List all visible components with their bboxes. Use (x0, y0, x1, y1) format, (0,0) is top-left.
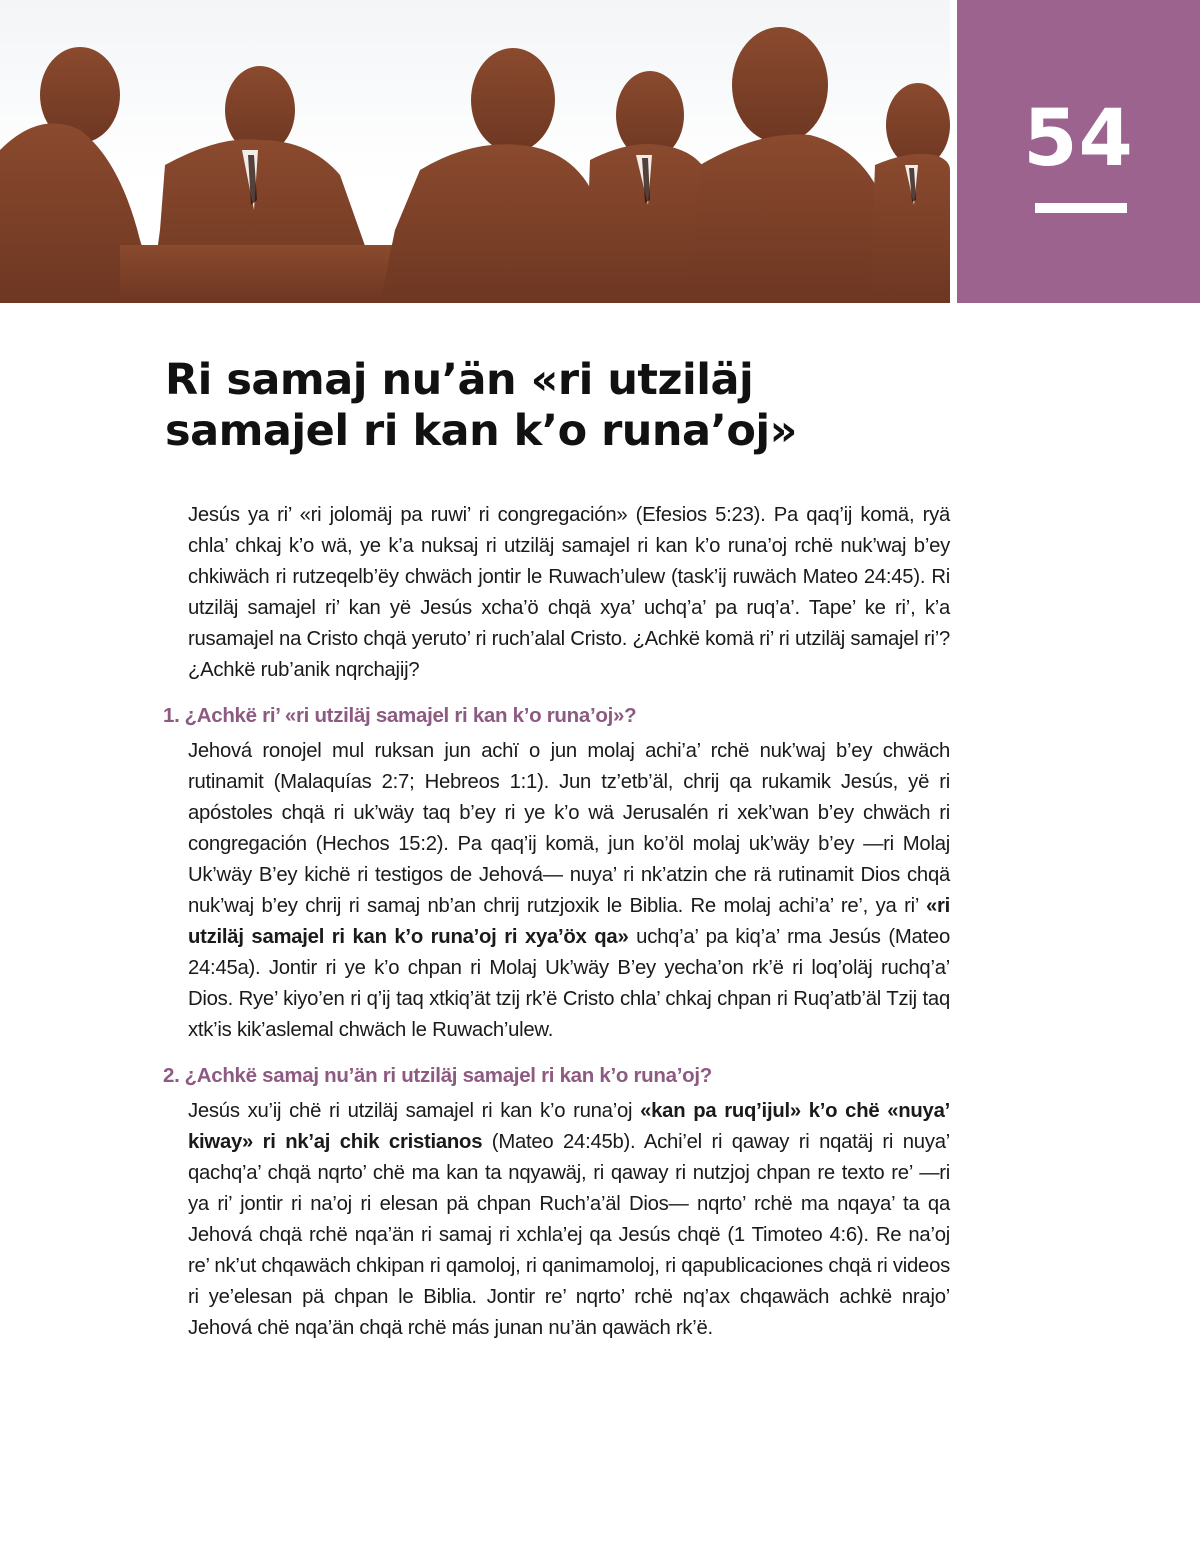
section-question-heading (163, 1062, 950, 1090)
paragraph-text: uchq’a’ pa kiq’a’ rma Jesús (Mateo 24:45a). Jontir ri ye k’o chpan ri Molaj Uk’wäy B’ey yecha’on rk’ë ri loq’oläj ruchq’a’ Dios. Rye’ kiyo’en ri q’ij taq xtkiq’ät tzij rk’ë Cristo chla’ chkaj chpan ri Ruq’atb’äl Tzij taq xtk’is kik’aslemal chwäch le Ruwach’ulew. (188, 926, 950, 1041)
section-paragraph (188, 736, 950, 1046)
section-number: 2. (163, 1064, 180, 1087)
paragraph-text: Jesús xu’ij chë ri utziläj samajel ri kan k’o runa’oj (188, 1100, 641, 1122)
person-3-head (471, 48, 555, 152)
section-question-text: ¿Achkë ri’ «ri utziläj samajel ri kan k’o runa’oj»? (184, 704, 637, 727)
chapter-underline-rule (1035, 203, 1127, 213)
section-1 (163, 702, 950, 1046)
paragraph-emphasis: «kan pa ruq’ijul» k’o chë «nuya’ kiway» ri nk’aj chik cristianos (188, 1100, 950, 1153)
section-number: 1. (163, 704, 180, 727)
paragraph-emphasis: «ri utziläj samajel ri kan k’o runa’oj ri xya’öx qa» (188, 895, 950, 948)
chapter-number: 54 (1023, 94, 1134, 184)
paragraph-text: (Mateo 24:45b). Achi’el ri qaway ri nqatäj ri nuya’ qachq’a’ chqä nqrto’ chë ma kan ta nqyawäj, ri qaway ri nutzjoj chpan re texto re’ —ri ya ri’ jontir ri na’oj ri elesan pä chpan Ruch’a’äl Dios— nqrto’ rchë ma nqaya’ ta qa Jehová chqä rchë nqa’än ri samaj ri xchla’ej qa Jesús chqë (1 Timoteo 4:6). Re na’oj re’ nk’ut chqawäch chkipan ri qamoloj, ri qanimamoloj, ri qapublicaciones chqä ri videos ri ye’elesan pä chpan le Biblia. Jontir re’ nqrto’ rchë nq’ax chqawäch achkë nrajo’ Jehová chë nqa’än chqä rchë más junan nu’än qawäch rk’ë. (188, 1131, 950, 1339)
section-question-heading (163, 702, 950, 730)
person-3-body (380, 144, 610, 303)
section-paragraph (188, 1096, 950, 1344)
paragraph-text: Jehová ronojel mul ruksan jun achï o jun molaj achi’a’ rchë nuk’waj b’ey chwäch rutinamit (Malaquías 2:7; Hebreos 1:1). Jun tz’etb’äl, chrij qa rukamik Jesús, yë ri apóstoles chqä ri uk’wäy taq b’ey ri ye k’o wä Jerusalén ri xek’wan b’ey chwäch ri congregación (Hechos 15:2). Pa qaq’ij komä, jun ko’öl molaj uk’wäy b’ey —ri Molaj Uk’wäy B’ey kichë ri testigos de Jehová— nuya’ ri nk’atzin che rä rutinamit Dios chqä nuk’waj b’ey chrij ri samaj nb’an chrij rutzjoxik le Biblia. Re molaj achi’a’ re’, ya ri’ (188, 740, 950, 917)
lesson-content (163, 500, 950, 1344)
section-question-text: ¿Achkë samaj nu’än ri utziläj samajel ri kan k’o runa’oj? (184, 1064, 712, 1087)
section-2 (163, 1062, 950, 1344)
intro-paragraph: Jesús ya ri’ «ri jolomäj pa ruwi’ ri congregación» (Efesios 5:23). Pa qaq’ij komä, ryä chla’ chkaj k’o wä, ye k’a nuksaj ri utziläj samajel ri kan k’o runa’oj rchë nuk’waj b’ey chkiwäch ri rutzeqelb’ëy chwäch jontir le Ruwach’ulew (task’ij ruwäch Mateo 24:45). Ri utziläj samajel ri’ kan yë Jesús xcha’ö chqä xya’ uchq’a’ pa ruq’a’. Tape’ ke ri’, k’a rusamajel na Cristo chqä yeruto’ ri ruch’alal Cristo. ¿Achkë komä ri’ ri utziläj samajel ri’? ¿Achkë rub’anik nqrchajij? (188, 504, 950, 681)
page-title: Ri samaj nu’än «ri utziläj samajel ri kan k’o runa’oj» (165, 355, 797, 456)
group-meeting-illustration-icon (0, 0, 950, 303)
person-5-head (732, 27, 828, 143)
chapter-number-box (957, 0, 1200, 303)
hero-illustration (0, 0, 950, 303)
person-5-body (690, 134, 895, 303)
